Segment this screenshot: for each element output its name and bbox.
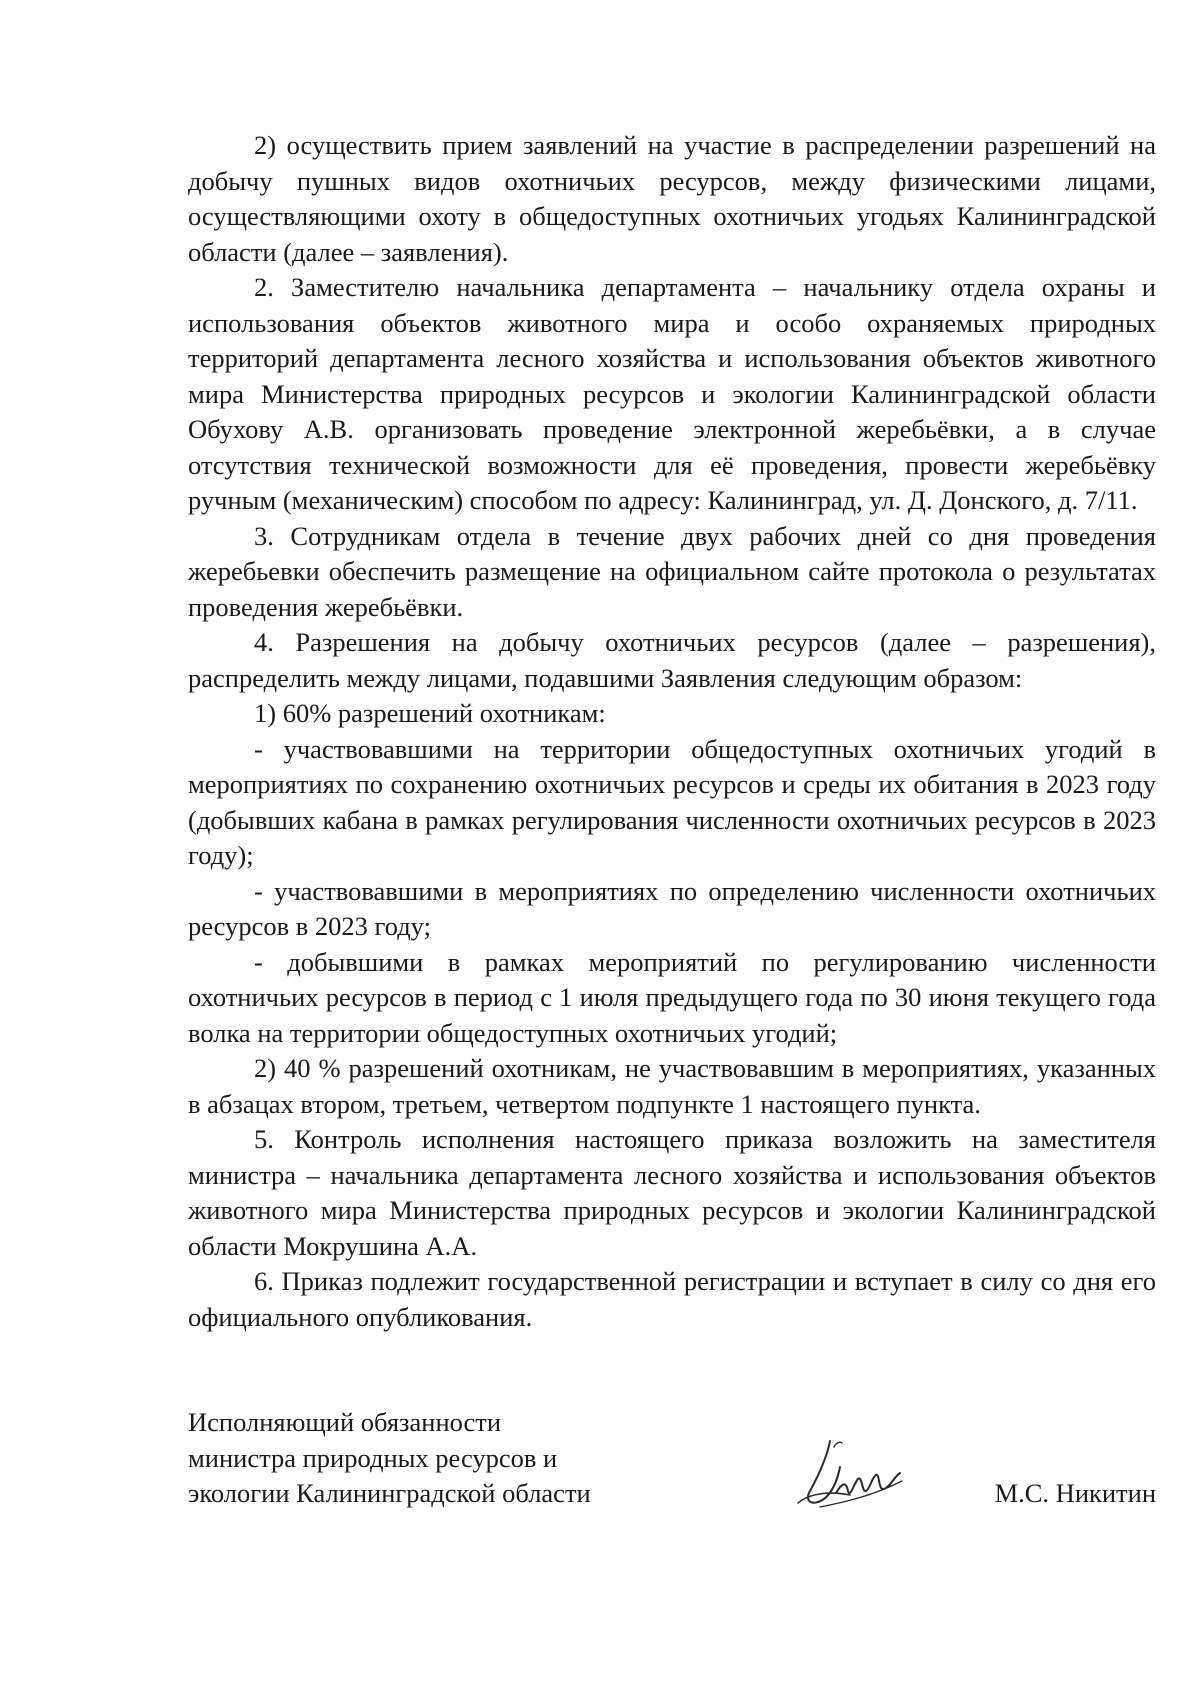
paragraph-item-4: 4. Разрешения на добычу охотничьих ресурсов (далее – разрешения), распределить между лицами, подавшими Заявления следующим образом:	[188, 627, 1156, 693]
document-body	[188, 128, 1156, 1335]
signatory-title-line-1: Исполняющий обязанности	[188, 1407, 502, 1437]
signatory-title-line-3: экологии Калининградской области	[188, 1478, 591, 1508]
paragraph-item-4-1: 1) 60% разрешений охотникам:	[254, 698, 606, 728]
paragraph-item-2: 2. Заместителю начальника департамента – начальнику отдела охраны и использования объектов животного мира и особо охраняемых природных территорий департамента лесного хозяйства и использования объектов животного мира Министерства природных ресурсов и экологии Калининградской области Обухову А.В. организовать проведение электронной жеребьёвки, а в случае отсутствия технической возможности для её проведения, провести жеребьёвку ручным (механическим) способом по адресу: Калининград, ул. Д. Донского, д. 7/11.	[188, 272, 1156, 515]
paragraph-item-6: 6. Приказ подлежит государственной регистрации и вступает в силу со дня его официального опубликования.	[188, 1266, 1156, 1332]
paragraph-item-3: 3. Сотрудникам отдела в течение двух рабочих дней со дня проведения жеребьевки обеспечить размещение на официальном сайте протокола о результатах проведения жеребьёвки.	[188, 520, 1156, 622]
paragraph-item-5: 5. Контроль исполнения настоящего приказа возложить на заместителя министра – начальника департамента лесного хозяйства и использования объектов животного мира Министерства природных ресурсов и экологии Калининградской области Мокрушина А.А.	[188, 1124, 1156, 1261]
signatory-name: М.С. Никитин	[994, 1478, 1156, 1508]
signatory-title	[188, 1405, 708, 1512]
paragraph-bullet-1: - участвовавшими на территории общедоступных охотничьих угодий в мероприятиях по сохранению охотничьих ресурсов и среды их обитания в 2023 году (добывших кабана в рамках регулирования численности охотничьих ресурсов в 2023 году);	[188, 733, 1156, 870]
paragraph-bullet-2: - участвовавшими в мероприятиях по определению численности охотничьих ресурсов в 2023 году;	[188, 875, 1156, 941]
paragraph-2-2: 2) осуществить прием заявлений на участие в распределении разрешений на добычу пушных видов охотничьих ресурсов, между физическими лицами, осуществляющими охоту в общедоступных охотничьих угодьях Калининградской области (далее – заявления).	[188, 130, 1156, 267]
paragraph-item-4-2: 2) 40 % разрешений охотникам, не участвовавшим в мероприятиях, указанных в абзацах втором, третьем, четвертом подпункте 1 настоящего пункта.	[188, 1053, 1156, 1119]
handwritten-signature	[790, 1433, 908, 1519]
paragraph-bullet-3: - добывшими в рамках мероприятий по регулированию численности охотничьих ресурсов в период с 1 июля предыдущего года по 30 июня текущего года волка на территории общедоступных охотничьих угодий;	[188, 946, 1156, 1048]
signature-block	[188, 1405, 1156, 1545]
signatory-title-line-2: министра природных ресурсов и	[188, 1442, 558, 1473]
